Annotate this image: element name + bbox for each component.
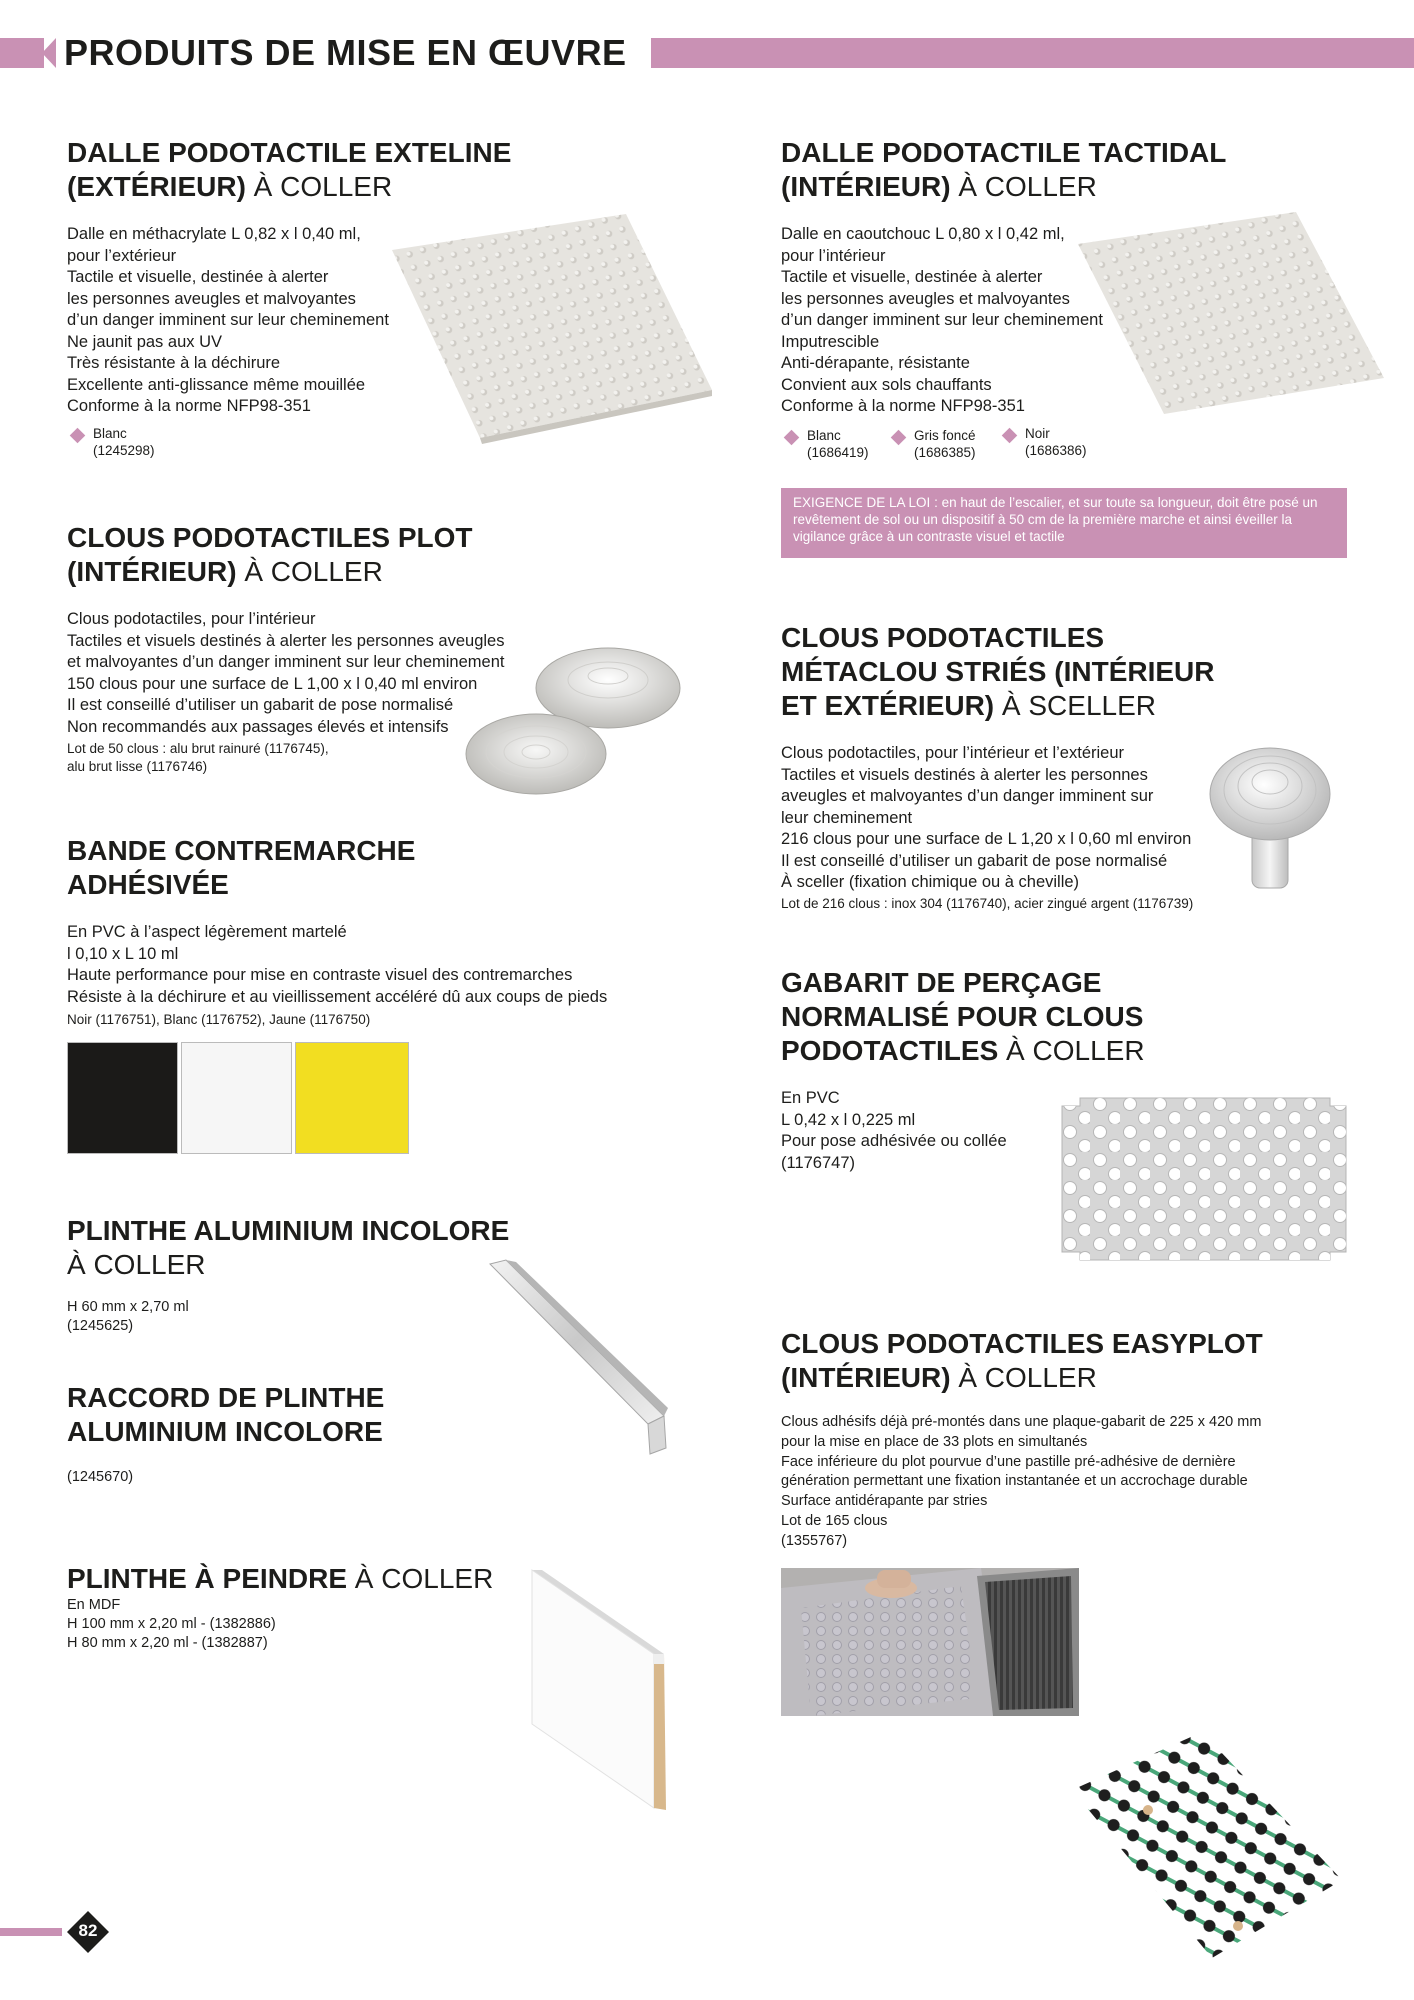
tactidal-title-line-1: DALLE PODOTACTILE TACTIDAL	[781, 137, 1227, 168]
color-swatch-noir	[67, 1042, 178, 1154]
raccord-ref: (1245670)	[67, 1469, 134, 1485]
tactidal-line: Conforme à la norme NFP98-351	[781, 397, 1025, 415]
easyplot-installation-photo	[781, 1568, 1079, 1716]
metaclou-line: 216 clous pour une surface de L 1,20 x l 0,60 ml environ	[781, 830, 1192, 848]
plinthe-peindre-line: H 100 mm x 2,20 ml - (1382886)	[67, 1616, 276, 1632]
plinthe-peindre-title-suffix: À COLLER	[347, 1563, 494, 1594]
exteline-tile-image	[388, 210, 716, 446]
metaclou-line: Clous podotactiles, pour l’intérieur et l’extérieur	[781, 744, 1125, 762]
swatch-name: Gris foncé	[914, 428, 976, 443]
gabarit-line: En PVC	[781, 1089, 840, 1107]
gabarit-line: (1176747)	[781, 1153, 856, 1172]
plinthe-alu-title-line-1: PLINTHE ALUMINIUM INCOLORE	[67, 1215, 510, 1246]
diamond-bullet-icon	[891, 430, 907, 446]
exteline-title-line-2: (EXTÉRIEUR)	[67, 171, 246, 202]
easyplot-description	[781, 1413, 1351, 1552]
raccord-title	[67, 1381, 384, 1449]
tactidal-line: Tactile et visuelle, destinée à alerter	[781, 268, 1043, 286]
easyplot-line: Lot de 165 clous	[781, 1512, 888, 1529]
metaclou-title-line-3: ET EXTÉRIEUR)	[781, 690, 995, 721]
metaclou-line: aveugles et malvoyantes d’un danger imminent sur	[781, 787, 1154, 805]
tactidal-line: les personnes aveugles et malvoyantes	[781, 289, 1070, 308]
plinthe-peindre-line: H 80 mm x 2,20 ml - (1382887)	[67, 1635, 268, 1651]
plot-line: Il est conseillé d’utiliser un gabarit de pose normalisé	[67, 696, 454, 714]
exteline-swatch-blanc	[68, 425, 155, 459]
tactidal-swatch-noir	[1000, 425, 1087, 459]
plinthe-peindre-title	[67, 1562, 493, 1596]
plot-title-line-1: CLOUS PODOTACTILES PLOT	[67, 522, 473, 553]
tactidal-line: pour l’intérieur	[781, 246, 886, 265]
easyplot-line: Face inférieure du plot pourvue d’une pastille pré-adhésive de dernière	[781, 1453, 1236, 1470]
raccord-title-line-1: RACCORD DE PLINTHE	[67, 1382, 385, 1413]
contremarche-line: l 0,10 x L 10 ml	[67, 944, 179, 963]
gabarit-template-image	[1060, 1096, 1350, 1266]
plinthe-peindre-line: En MDF	[67, 1597, 121, 1613]
swatch-name: Blanc	[93, 426, 127, 441]
tactidal-title-suffix: À COLLER	[950, 171, 1097, 202]
plot-line: Clous podotactiles, pour l’intérieur	[67, 610, 316, 628]
plinthe-alu-line: (1245625)	[67, 1318, 134, 1334]
swatch-ref: (1245298)	[93, 443, 155, 458]
plinthe-alu-image	[488, 1258, 708, 1458]
easyplot-line: Clous adhésifs déjà pré-montés dans une plaque-gabarit de 225 x 420 mm	[781, 1414, 1262, 1430]
exteline-title	[67, 136, 511, 204]
swatch-ref: (1686385)	[914, 445, 976, 460]
easyplot-line: (1355767)	[781, 1532, 848, 1549]
contremarche-refs: Noir (1176751), Blanc (1176752), Jaune (1176750)	[67, 1012, 371, 1027]
plot-line: Tactiles et visuels destinés à alerter les personnes aveugles	[67, 631, 505, 650]
plot-lot-line: Lot de 50 clous : alu brut rainuré (1176745),	[67, 741, 329, 756]
swatch-name: Blanc	[807, 428, 841, 443]
contremarche-line: En PVC à l’aspect légèrement martelé	[67, 923, 347, 941]
exteline-line: d’un danger imminent sur leur cheminement	[67, 311, 389, 329]
diamond-bullet-icon	[1002, 428, 1018, 444]
easyplot-line: pour la mise en place de 33 plots en simultanés	[781, 1433, 1088, 1450]
plot-lot-info	[67, 740, 329, 776]
contremarche-line: Haute performance pour mise en contraste visuel des contremarches	[67, 966, 573, 984]
page-number: 82	[78, 1921, 98, 1940]
color-swatch-blanc	[181, 1042, 292, 1154]
metaclou-lot-info: Lot de 216 clous : inox 304 (1176740), acier zingué argent (1176739)	[781, 896, 1194, 911]
contremarche-title	[67, 834, 415, 902]
plinthe-alu-line: H 60 mm x 2,70 ml	[67, 1299, 189, 1315]
exteline-title-suffix: À COLLER	[245, 171, 393, 202]
metaclou-title-suffix: À SCELLER	[994, 690, 1156, 721]
exteline-line: Conforme à la norme NFP98-351	[67, 397, 311, 415]
plot-title	[67, 521, 472, 589]
diamond-bullet-icon	[784, 430, 800, 446]
diamond-bullet-icon	[70, 428, 86, 444]
plot-line: et malvoyantes d’un danger imminent sur leur cheminement	[67, 653, 505, 671]
plinthe-peindre-info	[67, 1596, 276, 1653]
metaclou-title-line-1: CLOUS PODOTACTILES	[781, 622, 1105, 653]
easyplot-title-suffix: À COLLER	[950, 1362, 1097, 1393]
metaclou-stud-image	[1206, 744, 1334, 894]
exteline-line: Très résistante à la déchirure	[67, 354, 281, 372]
plot-title-suffix: À COLLER	[236, 556, 383, 587]
contremarche-title-line-2: ADHÉSIVÉE	[67, 869, 229, 900]
contremarche-line: Résiste à la déchirure et au vieillissement accéléré dû aux coups de pieds	[67, 987, 608, 1006]
tactidal-line: Dalle en caoutchouc L 0,80 x l 0,42 ml,	[781, 225, 1065, 243]
plot-lot-line: alu brut lisse (1176746)	[67, 759, 208, 774]
plot-line: 150 clous pour une surface de L 1,00 x l 0,40 ml environ	[67, 674, 478, 693]
metaclou-line: leur cheminement	[781, 808, 913, 827]
metaclou-description	[781, 743, 1201, 894]
easyplot-studs-strip-image	[1052, 1730, 1352, 1960]
tactidal-tile-image	[1074, 208, 1388, 418]
plinthe-alu-title-line-2: À COLLER	[67, 1249, 206, 1280]
plot-title-line-2: (INTÉRIEUR)	[67, 556, 237, 587]
easyplot-title-line-1: CLOUS PODOTACTILES EASYPLOT	[781, 1328, 1263, 1359]
header	[44, 30, 651, 76]
gabarit-title	[781, 966, 1145, 1068]
exteline-title-line-1: DALLE PODOTACTILE EXTELINE	[67, 137, 512, 168]
swatch-name: Noir	[1025, 426, 1050, 441]
exteline-line: pour l’extérieur	[67, 246, 177, 265]
metaclou-title-line-2: MÉTACLOU STRIÉS (INTÉRIEUR	[781, 656, 1215, 687]
exteline-line: Ne jaunit pas aux UV	[67, 332, 223, 351]
contremarche-description	[67, 922, 687, 1008]
contremarche-title-line-1: BANDE CONTREMARCHE	[67, 835, 416, 866]
metaclou-title	[781, 621, 1214, 723]
metaclou-line: Il est conseillé d’utiliser un gabarit de pose normalisé	[781, 851, 1168, 870]
plinthe-peindre-title-main: PLINTHE À PEINDRE	[67, 1563, 348, 1594]
gabarit-line: Pour pose adhésivée ou collée	[781, 1132, 1007, 1150]
tactidal-title	[781, 136, 1226, 204]
tactidal-line: Convient aux sols chauffants	[781, 375, 992, 394]
gabarit-title-line-2: NORMALISÉ POUR CLOUS	[781, 1001, 1144, 1032]
footer-accent-bar	[0, 1928, 62, 1936]
plinthe-alu-title	[67, 1214, 509, 1282]
tactidal-title-line-2: (INTÉRIEUR)	[781, 171, 951, 202]
easyplot-title	[781, 1327, 1263, 1395]
tactidal-swatch-gris	[889, 427, 976, 461]
metaclou-line: Tactiles et visuels destinés à alerter les personnes	[781, 765, 1148, 784]
raccord-title-line-2: ALUMINIUM INCOLORE	[67, 1416, 383, 1447]
law-text: : en haut de l’escalier, et sur toute sa longueur, doit être posé un revêtement de sol ou un dispositif à 50 cm de la première marche et ainsi éveiller la vigilance grâce à un contraste visuel et tactile	[793, 495, 1318, 544]
exteline-description	[67, 224, 427, 418]
color-swatch-jaune	[295, 1042, 409, 1154]
easyplot-line: Surface antidérapante par stries	[781, 1493, 988, 1510]
gabarit-title-suffix: À COLLER	[998, 1035, 1145, 1066]
gabarit-line: L 0,42 x l 0,225 ml	[781, 1110, 916, 1129]
law-requirement-box	[781, 488, 1347, 558]
exteline-line: Tactile et visuelle, destinée à alerter	[67, 268, 329, 286]
swatch-ref: (1686419)	[807, 445, 869, 460]
easyplot-title-line-2: (INTÉRIEUR)	[781, 1362, 951, 1393]
tactidal-line: d’un danger imminent sur leur cheminement	[781, 311, 1103, 329]
tactidal-line: Imputrescible	[781, 332, 880, 351]
page-title: PRODUITS DE MISE EN ŒUVRE	[64, 32, 627, 73]
easyplot-line: génération permettant une fixation instantanée et un accrochage durable	[781, 1473, 1248, 1490]
tactidal-line: Anti-dérapante, résistante	[781, 354, 970, 372]
gabarit-title-line-1: GABARIT DE PERÇAGE	[781, 967, 1102, 998]
gabarit-title-line-3: PODOTACTILES	[781, 1035, 999, 1066]
metaclou-line: À sceller (fixation chimique ou à cheville)	[781, 873, 1080, 891]
plot-line: Non recommandés aux passages élevés et intensifs	[67, 717, 449, 736]
tactidal-swatch-blanc	[782, 427, 869, 461]
swatch-ref: (1686386)	[1025, 443, 1087, 458]
law-label: EXIGENCE DE LA LOI	[793, 495, 931, 510]
exteline-line: les personnes aveugles et malvoyantes	[67, 289, 356, 308]
gabarit-description	[781, 1088, 1041, 1174]
plot-studs-image	[458, 636, 698, 806]
exteline-line: Excellente anti-glissance même mouillée	[67, 375, 366, 394]
exteline-line: Dalle en méthacrylate L 0,82 x l 0,40 ml,	[67, 225, 361, 243]
plinthe-alu-info	[67, 1298, 189, 1336]
plinthe-peindre-image	[528, 1568, 678, 1813]
